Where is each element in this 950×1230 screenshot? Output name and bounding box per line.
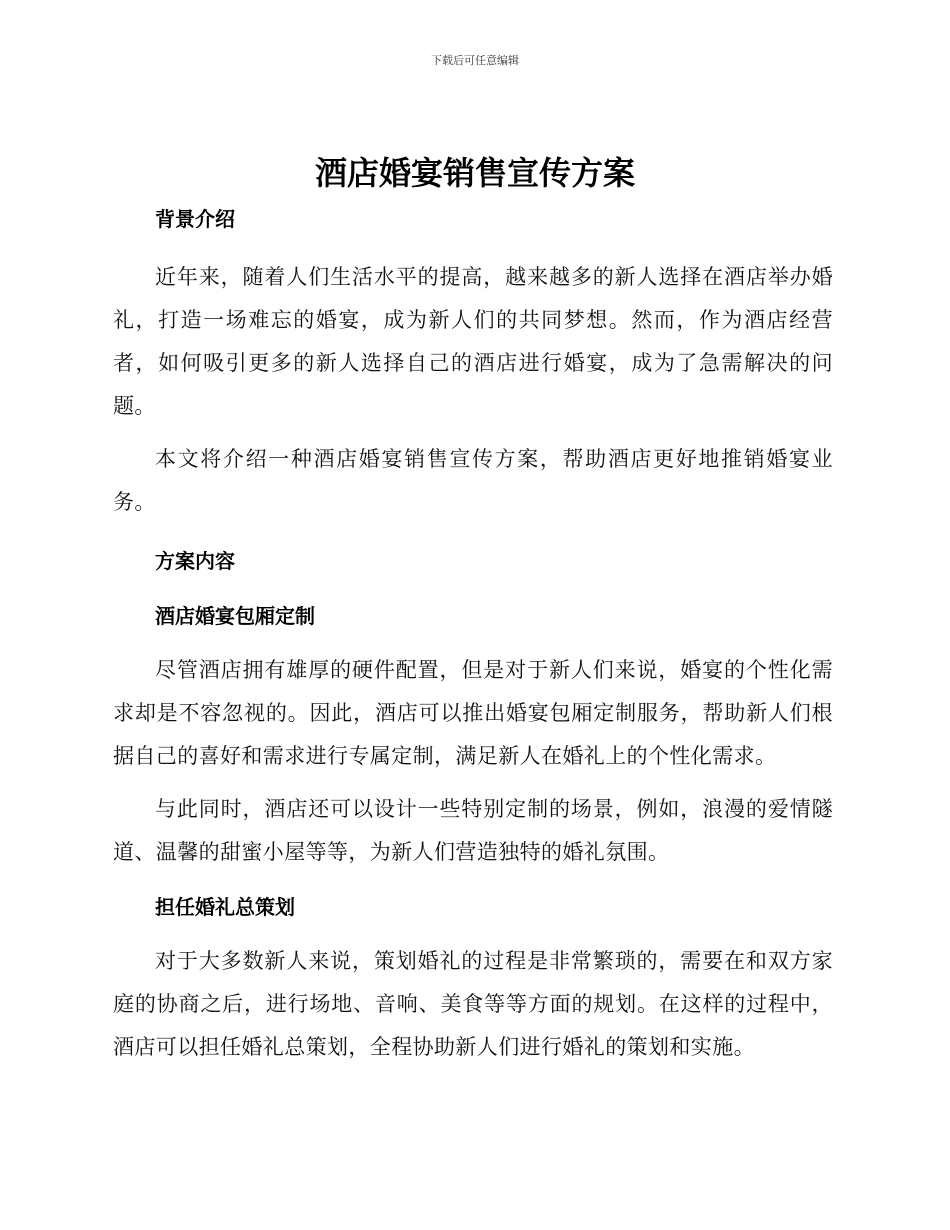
subsection-heading-wedding-planner: 担任婚礼总策划 <box>155 895 295 919</box>
section-heading-plan: 方案内容 <box>155 549 235 573</box>
document-body <box>113 200 833 1069</box>
paragraph-custom-room-2: 与此同时，酒店还可以设计一些特别定制的场景，例如，浪漫的爱情隧道、温馨的甜蜜小屋等等，为新人们营造独特的婚礼氛围。 <box>113 797 833 864</box>
paragraph-custom-room-1: 尽管酒店拥有雄厚的硬件配置，但是对于新人们来说，婚宴的个性化需求却是不容忽视的。因此，酒店可以推出婚宴包厢定制服务，帮助新人们根据自己的喜好和需求进行专属定制，满足新人在婚礼上的个性化需求。 <box>113 658 833 768</box>
subsection-heading-custom-room: 酒店婚宴包厢定制 <box>155 604 315 628</box>
section-heading-background: 背景介绍 <box>155 207 235 231</box>
paragraph-wedding-planner-1: 对于大多数新人来说，策划婚礼的过程是非常繁琐的，需要在和双方家庭的协商之后，进行场地、音响、美食等等方面的规划。在这样的过程中，酒店可以担任婚礼总策划，全程协助新人们进行婚礼的策划和实施。 <box>113 949 833 1059</box>
paragraph-background-2: 本文将介绍一种酒店婚宴销售宣传方案，帮助酒店更好地推销婚宴业务。 <box>113 447 833 514</box>
page-header-note: 下载后可任意编辑 <box>431 54 519 67</box>
document-title: 酒店婚宴销售宣传方案 <box>314 154 635 192</box>
paragraph-background-1: 近年来，随着人们生活水平的提高，越来越多的新人选择在酒店举办婚礼，打造一场难忘的婚宴，成为新人们的共同梦想。然而，作为酒店经营者，如何吸引更多的新人选择自己的酒店进行婚宴，成为了急需解决的问题。 <box>113 265 833 418</box>
